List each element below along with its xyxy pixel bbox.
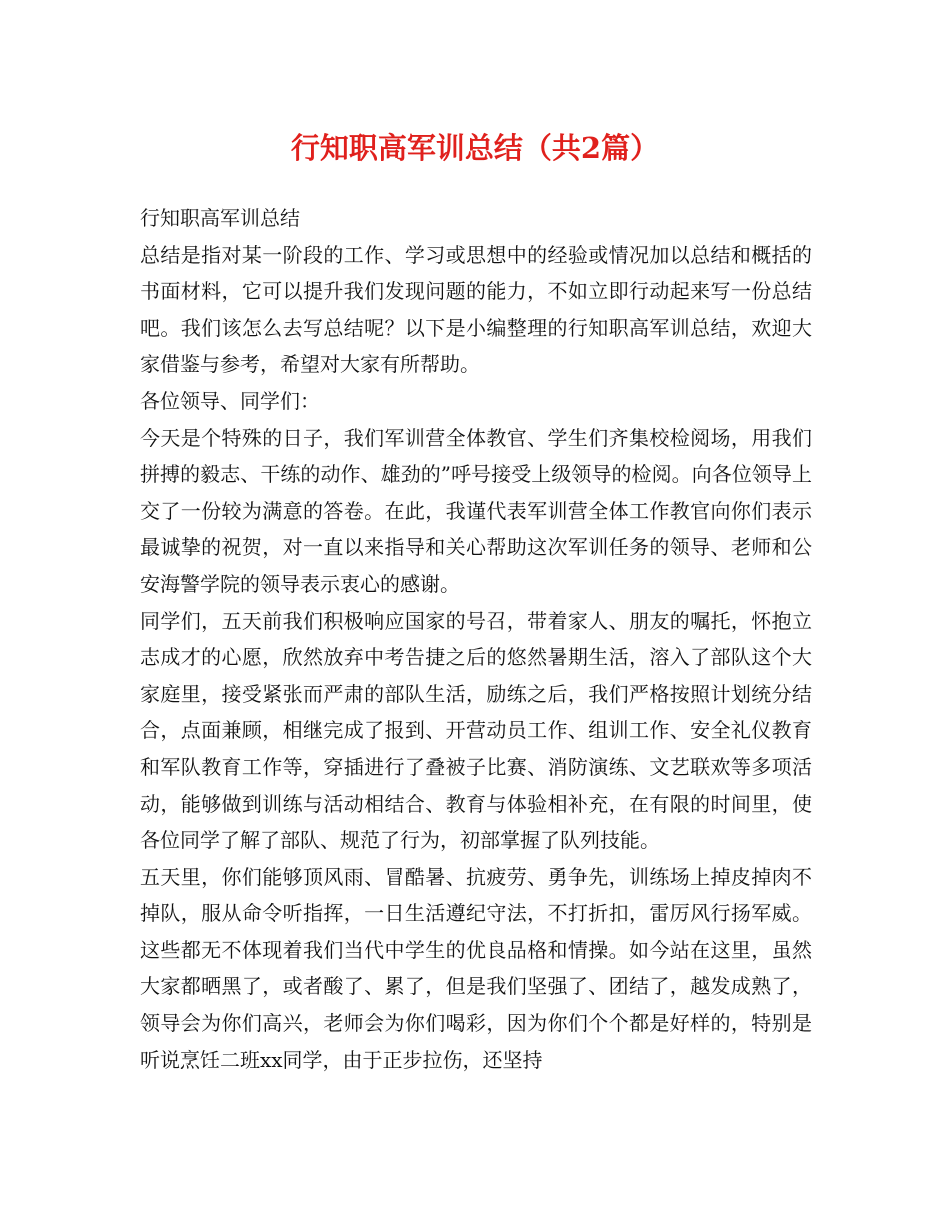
subtitle-paragraph: 行知职高军训总结 bbox=[140, 206, 300, 230]
intro-paragraph: 总结是指对某一阶段的工作、学习或思想中的经验或情况加以总结和概括的书面材料，它可以提升我们发现问题的能力，不如立即行动起来写一份总结吧。我们该怎么去写总结呢？以下是小编整理的行知职高军训总结，欢迎大家借鉴与参考，希望对大家有所帮助。 bbox=[140, 242, 812, 377]
body-paragraph: 五天里，你们能够顶风雨、冒酷暑、抗疲劳、勇争先，训练场上掉皮掉肉不掉队，服从命令听指挥，一日生活遵纪守法，不打折扣，雷厉风行扬军威。这些都无不体现着我们当代中学生的优良品格和情操。如今站在这里，虽然大家都晒黑了，或者酸了、累了，但是我们坚强了、团结了，越发成熟了，领导会为你们高兴，老师会为你们喝彩，因为你们个个都是好样的，特别是听说烹饪二班xx同学，由于正步拉伤，还坚持 bbox=[140, 864, 812, 1072]
document-title: 行知职高军训总结（共2篇） bbox=[290, 131, 660, 165]
body-paragraph: 同学们，五天前我们积极响应国家的号召，带着家人、朋友的嘱托，怀抱立志成才的心愿，欣然放弃中考告捷之后的悠然暑期生活，溶入了部队这个大家庭里，接受紧张而严肃的部队生活，励练之后，我们严格按照计划统分结合，点面兼顾，相继完成了报到、开营动员工作、组训工作、安全礼仪教育和军队教育工作等，穿插进行了叠被子比赛、消防演练、文艺联欢等多项活动，能够做到训练与活动相结合、教育与体验相补充，在有限的时间里，使各位同学了解了部队、规范了行为，初部掌握了队列技能。 bbox=[140, 608, 812, 853]
salutation-paragraph: 各位领导、同学们： bbox=[140, 388, 320, 413]
document-body bbox=[140, 200, 812, 1078]
body-paragraph: 今天是个特殊的日子，我们军训营全体教官、学生们齐集校检阅场，用我们拼搏的毅志、干练的动作、雄劲的”呼号接受上级领导的检阅。向各位领导上交了一份较为满意的答卷。在此，我谨代表军训营全体工作教官向你们表示最诚挚的祝贺，对一直以来指导和关心帮助这次军训任务的领导、老师和公安海警学院的领导表示衷心的感谢。 bbox=[140, 425, 812, 596]
